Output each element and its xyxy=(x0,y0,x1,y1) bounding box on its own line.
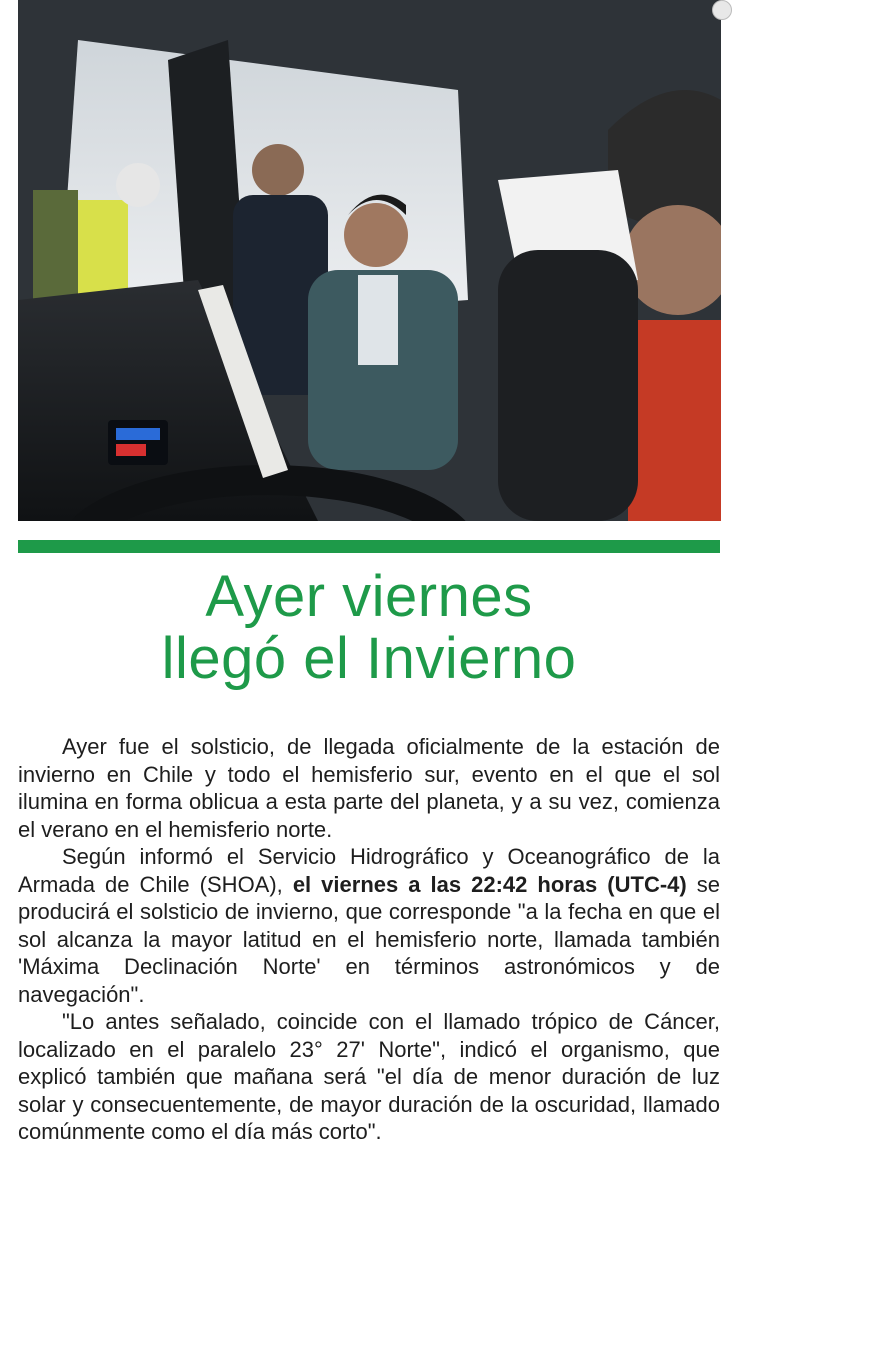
headline xyxy=(18,566,720,690)
article-photo xyxy=(18,0,721,521)
paragraph-2-after: se producirá el solsticio de invierno, que corresponde "a la fecha en que el sol alcanza la mayor latitud en el hemisferio norte, llamada también 'Máxima Declinación Norte' en términos astronómicos y de navegación". xyxy=(18,871,720,1007)
headline-line-1: Ayer viernes xyxy=(205,564,533,629)
paragraph-2-before: Según informó el Servicio Hidrográfico y Oceanográfico de la Armada de Chile (SHOA), xyxy=(18,844,720,897)
paragraph-3 xyxy=(18,1008,720,1146)
headline-rule xyxy=(18,540,720,553)
corner-dot-icon xyxy=(712,0,732,20)
paragraph-3-text: "Lo antes señalado, coincide con el llamado trópico de Cáncer, localizado en el paralelo 23° 27' Norte", indicó el organismo, que explicó también que mañana será "el día de menor duración de luz solar y consecuentemente, de mayor duración de la oscuridad, llamado comúnmente como el día más corto". xyxy=(18,1009,720,1144)
article-body xyxy=(18,733,720,1146)
paragraph-2-bold: el viernes a las 22:42 horas (UTC-4) xyxy=(292,871,687,897)
paragraph-1-text: Ayer fue el solsticio, de llegada oficialmente de la estación de invierno en Chile y todo el hemisferio sur, evento en el que el sol ilumina en forma oblicua a esta parte del planeta, y a su vez, comienza el verano en el hemisferio norte. xyxy=(18,734,720,842)
paragraph-1 xyxy=(18,733,720,843)
headline-line-2: llegó el Invierno xyxy=(161,626,577,691)
paragraph-2 xyxy=(18,843,720,1008)
photo-illustration xyxy=(18,0,721,521)
